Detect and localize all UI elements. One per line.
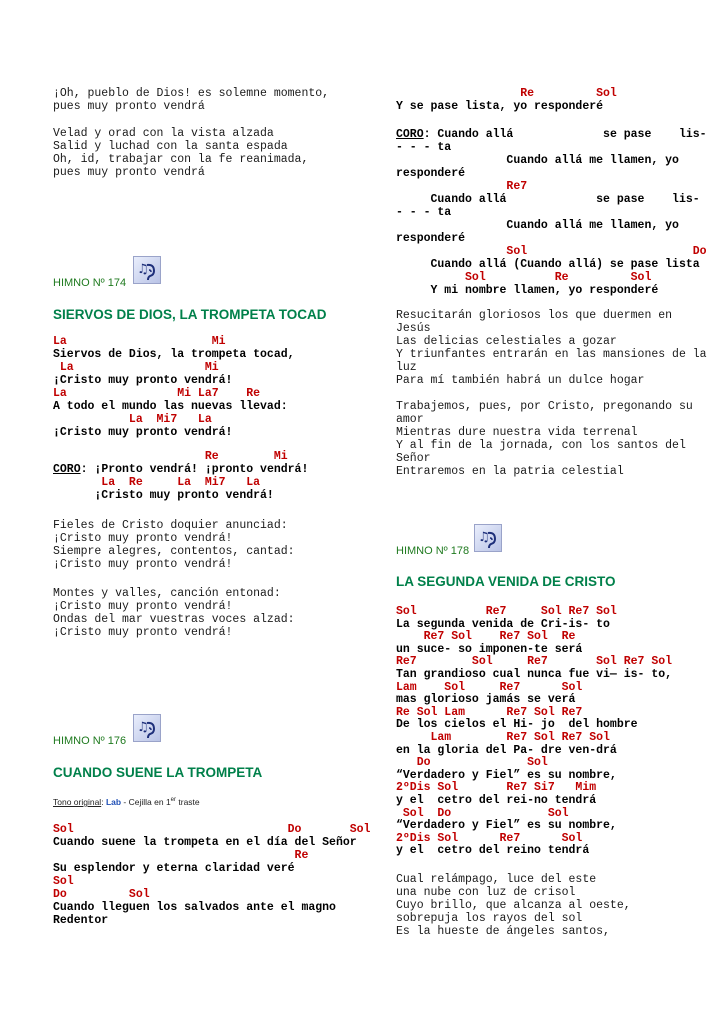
chord-line: Re7 Sol Re7 Sol Re — [396, 630, 576, 644]
lyric-line: Tan grandioso cual nunca fue vi— is- to, — [396, 668, 673, 681]
lyric-line: Su esplendor y eterna claridad veré — [53, 862, 295, 875]
verse-line: Las delicias celestiales a gozar — [396, 335, 617, 348]
chord-line: 2ºDis Sol Re7 Si7 Mim — [396, 781, 597, 795]
chord-line: La Mi — [53, 335, 226, 348]
music-hymn-icon[interactable] — [474, 524, 502, 552]
coro-text: : Cuando allá se pase lis- — [423, 128, 707, 141]
lyric-line: Cuando allá se pase lis- — [396, 193, 700, 206]
verse-line: Trabajemos, pues, por Cristo, pregonando su — [396, 400, 693, 413]
hymn-number: HIMNO Nº 176 — [53, 735, 127, 747]
lyric-line: Y se pase lista, yo responderé — [396, 100, 604, 113]
lyric-line: mas glorioso jamás se verá — [396, 693, 576, 707]
verse-line: ¡Cristo muy pronto vendrá! — [53, 626, 233, 639]
music-hymn-icon[interactable] — [133, 256, 161, 284]
chord-line: Sol Re Sol — [396, 271, 652, 284]
chord-line: Re Mi — [53, 450, 288, 463]
lyric-line: De los cielos el Hi- jo del hombre — [396, 718, 638, 732]
lyric-line: y el cetro del reino tendrá — [396, 844, 590, 858]
chord-line: Lam Re7 Sol Re7 Sol — [396, 731, 610, 744]
lyric-line: - - - ta — [396, 141, 452, 154]
verse-line: Para mí también habrá un dulce hogar — [396, 374, 645, 387]
lyric-line: “Verdadero y Fiel” es su nombre, — [396, 768, 617, 782]
chord-line: Sol Do Sol — [53, 823, 371, 836]
verse-line: Ondas del mar vuestras voces alzad: — [53, 613, 295, 626]
svg-text:♫: ♫ — [478, 530, 490, 545]
hymn-title: CUANDO SUENE LA TROMPETA — [53, 765, 263, 780]
chord-line: La Re La Mi7 La — [53, 476, 261, 489]
lyric-line: La segunda venida de Cri-is- to — [396, 617, 610, 631]
coro-label: CORO — [396, 128, 424, 141]
verse-line: pues muy pronto vendrá — [53, 100, 205, 113]
chord-line: Do Sol — [53, 888, 150, 901]
verse-line: Montes y valles, canción entonad: — [53, 587, 281, 600]
coro-text: : ¡Pronto vendrá! ¡pronto vendrá! — [80, 463, 309, 476]
verse-line: Y al fin de la jornada, con los santos del — [396, 439, 686, 452]
hymn-number: HIMNO Nº 178 — [396, 545, 470, 557]
lyric-line: responderé — [396, 232, 466, 245]
verse-line: Mientras dure nuestra vida terrenal — [396, 426, 638, 439]
svg-text:♫: ♫ — [137, 720, 149, 735]
verse-line: sobrepuja los rayos del sol — [396, 912, 583, 925]
lyric-line: Redentor — [53, 914, 109, 927]
hymn-title: SIERVOS DE DIOS, LA TROMPETA TOCAD — [53, 307, 327, 322]
verse-line: Resucitarán gloriosos los que duermen en — [396, 309, 673, 322]
verse-line: Y triunfantes entrarán en las mansiones de la — [396, 348, 707, 361]
tono-original — [53, 797, 200, 807]
chord-line: Sol Do — [396, 245, 707, 258]
chord-line: Sol Re7 Sol Re7 Sol — [396, 605, 617, 618]
lyric-line: Cuando lleguen los salvados ante el magno — [53, 901, 336, 914]
svg-text:♫: ♫ — [137, 262, 149, 277]
lyric-line: y el cetro del rei-no tendrá — [396, 794, 597, 807]
chord-line: Do Sol — [396, 756, 548, 770]
verse-line: ¡Oh, pueblo de Dios! es solemne momento, — [53, 87, 330, 100]
tono-end: traste — [176, 797, 200, 807]
chord-line: La Mi La7 Re — [53, 387, 261, 400]
verse-line: ¡Cristo muy pronto vendrá! — [53, 600, 233, 613]
verse-line: Oh, id, trabajar con la fe reanimada, — [53, 153, 309, 166]
verse-line: luz — [396, 361, 417, 374]
coro-line — [396, 128, 707, 141]
verse-line: ¡Cristo muy pronto vendrá! — [53, 558, 233, 571]
lyric-line: ¡Cristo muy pronto vendrá! — [53, 426, 233, 439]
verse-line: Cuyo brillo, que alcanza al oeste, — [396, 899, 631, 912]
chord-line: Re Sol — [396, 87, 617, 100]
lyric-line: Cuando allá me llamen, yo — [396, 154, 679, 167]
lyric-line: Siervos de Dios, la trompeta tocad, — [53, 348, 295, 361]
verse-line: ¡Cristo muy pronto vendrá! — [53, 532, 233, 545]
verse-line: pues muy pronto vendrá — [53, 166, 205, 179]
verse-line: Salid y luchad con la santa espada — [53, 140, 288, 153]
lyric-line: ¡Cristo muy pronto vendrá! — [53, 374, 233, 387]
lyric-line: - - - ta — [396, 206, 452, 219]
coro-line — [53, 463, 308, 476]
tono-sup: er — [170, 797, 177, 804]
music-hymn-icon[interactable] — [133, 714, 161, 742]
tono-label: Tono original — [53, 797, 102, 807]
chord-line: La Mi — [53, 361, 219, 374]
lyric-line: A todo el mundo las nuevas llevad: — [53, 400, 288, 413]
coro-label: CORO — [53, 463, 81, 476]
tono-sep: : — [101, 797, 106, 807]
lyric-line: “Verdadero y Fiel” es su nombre, — [396, 819, 617, 833]
verse-line: Entraremos en la patria celestial — [396, 465, 624, 478]
lyric-line: un suce- so imponen-te será — [396, 642, 583, 656]
lyric-line: en la gloria del Pa- dre ven-drá — [396, 743, 617, 757]
verse-line: Siempre alegres, contentos, cantad: — [53, 545, 295, 558]
verse-line: Velad y orad con la vista alzada — [53, 127, 274, 140]
chord-line: Re — [53, 849, 309, 862]
hymn-number: HIMNO Nº 174 — [53, 277, 127, 289]
chord-line: Lam Sol Re7 Sol — [396, 680, 583, 694]
lyric-line: responderé — [396, 167, 466, 180]
lyric-line: Cuando suene la trompeta en el día del Señor — [53, 836, 357, 849]
chord-line: La Mi7 La — [53, 413, 212, 426]
verse-line: Cual relámpago, luce del este — [396, 873, 597, 886]
chord-line: Re7 Sol Re7 Sol Re7 Sol — [396, 655, 673, 669]
verse-line: Señor — [396, 452, 431, 465]
chord-line: Re7 — [396, 180, 528, 193]
hymn-title: LA SEGUNDA VENIDA DE CRISTO — [396, 574, 616, 589]
lyric-line: Y mi nombre llamen, yo responderé — [396, 284, 659, 297]
chord-line: Re Sol Lam Re7 Sol Re7 — [396, 705, 583, 719]
verse-line: una nube con luz de crisol — [396, 886, 576, 899]
verse-line: Es la hueste de ángeles santos, — [396, 925, 610, 938]
lyric-line: ¡Cristo muy pronto vendrá! — [53, 489, 274, 502]
verse-line: amor — [396, 413, 424, 426]
lyric-line: Cuando allá me llamen, yo — [396, 219, 679, 232]
verse-line: Fieles de Cristo doquier anunciad: — [53, 519, 288, 532]
chord-line: Sol — [53, 875, 74, 888]
lyric-line: Cuando allá (Cuando allá) se pase lista — [396, 258, 700, 271]
tono-rest: - Cejilla en 1 — [121, 797, 171, 807]
chord-line: Sol Do Sol — [396, 806, 569, 820]
chord-line: 2ºDis Sol Re7 Sol — [396, 831, 583, 845]
verse-line: Jesús — [396, 322, 431, 335]
tono-key: Lab — [105, 797, 122, 807]
